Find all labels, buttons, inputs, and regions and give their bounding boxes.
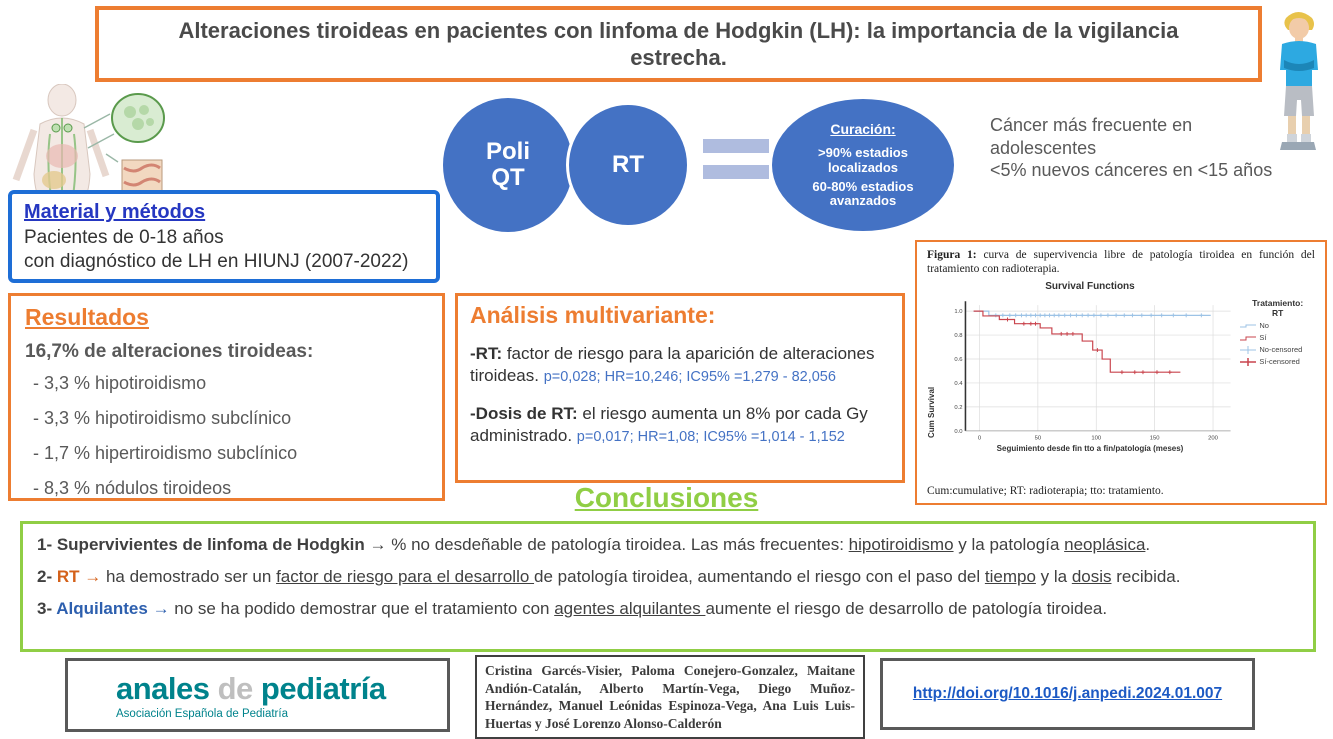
- cure-line-1: >90% estadios localizados: [818, 145, 908, 175]
- svg-text:100: 100: [1091, 435, 1102, 442]
- legend-label: No-censored: [1259, 345, 1303, 355]
- rt-dose-stats: p=0,017; HR=1,08; IC95% =1,014 - 1,152: [576, 429, 845, 446]
- results-summary: 16,7% de alteraciones tiroideas:: [25, 341, 314, 362]
- results-item: - 3,3 % hipotiroidismo subclínico: [33, 408, 292, 428]
- epidemiology-line-1: Cáncer más frecuente en adolescentes: [990, 115, 1193, 158]
- cure-heading: Curación:: [830, 121, 896, 138]
- rt-label: RT: [612, 151, 644, 178]
- conclusions-section: [20, 521, 1316, 652]
- poster-title-box: [95, 6, 1262, 82]
- svg-text:0.6: 0.6: [954, 356, 963, 363]
- rt-factor-label: -RT:: [470, 344, 503, 363]
- legend-item-si-censored: [1240, 357, 1315, 366]
- svg-text:0: 0: [977, 435, 982, 442]
- results-item: - 8,3 % nódulos tiroideos: [33, 478, 232, 498]
- authors-list: Cristina Garcés-Visier, Paloma Conejero-Gonzalez, Maitane Andión-Catalán, Alberto Martín-Vega, Diego Muñoz-Hernández, Manuel Leónidas Espinoza-Vega, Ana Luis Luis-Huertas y José Lorenzo Alonso-Calderón: [485, 663, 855, 731]
- chart-x-axis-label: Seguimiento desde fin tto a fin/patología (meses): [996, 443, 1184, 453]
- rt-dose-text: el riesgo aumenta un 8% por cada Gy administrado.: [470, 404, 868, 446]
- svg-text:0.0: 0.0: [954, 428, 963, 435]
- conclusion-item-2: 2- RT → ha demostrado ser un factor de riesgo para el desarrollo de patología tiroidea, aumentando el riesgo con el paso del tiempo y la dosis recibida.: [37, 567, 1181, 587]
- legend-label: Sí: [1259, 333, 1267, 343]
- multivariate-item-dose: [470, 403, 890, 447]
- line-sample-no-icon: [1240, 323, 1256, 329]
- legend-label: Sí-censored: [1259, 357, 1300, 367]
- svg-text:1.0: 1.0: [954, 308, 963, 315]
- rt-factor-text: factor de riesgo para la aparición de alteraciones tiroideas.: [470, 344, 875, 386]
- journal-logo-box: [65, 658, 450, 732]
- plus-sample-no-icon: [1240, 346, 1256, 354]
- survival-plot: [936, 292, 1240, 444]
- svg-text:0.4: 0.4: [954, 380, 963, 387]
- teen-boy-graphic: [1268, 8, 1328, 158]
- rt-circle: [566, 102, 690, 228]
- conclusion-item-3: 3- Alquilantes → no se ha podido demostrar que el tratamiento con agentes alquilantes aumente el riesgo de desarrollo de patología tiroidea.: [37, 599, 1108, 619]
- multivariate-heading: Análisis multivariante:: [470, 302, 716, 328]
- rt-dose-label: -Dosis de RT:: [470, 404, 578, 424]
- legend-item-no: [1240, 321, 1315, 330]
- legend-item-si: [1240, 333, 1315, 342]
- svg-text:0.8: 0.8: [954, 332, 963, 339]
- methods-section: [8, 190, 440, 283]
- poster-title: Alteraciones tiroideas en pacientes con linfoma de Hodgkin (LH): la importancia de la vigilancia estrecha.: [178, 17, 1179, 70]
- survival-chart: [927, 292, 1315, 444]
- journal-logo: [116, 671, 447, 707]
- authors-box: [475, 655, 865, 739]
- methods-line-1: Pacientes de 0-18 años: [24, 227, 224, 248]
- doi-box: [880, 658, 1255, 730]
- conclusion-item-1: 1- Supervivientes de linfoma de Hodgkin → % no desdeñable de patología tiroidea. Las más frecuentes: hipotiroidismo y la patología neoplásica.: [37, 535, 1151, 554]
- epidemiology-line-2: <5% nuevos cánceres en <15 años: [990, 160, 1273, 180]
- figure-1-panel: [915, 240, 1327, 505]
- doi-link[interactable]: http://doi.org/10.1016/j.anpedi.2024.01.007: [912, 685, 1223, 702]
- cure-line-2: 60-80% estadios avanzados: [812, 178, 914, 209]
- figure-caption: [927, 248, 1315, 277]
- poliqt-circle: [443, 98, 573, 232]
- figure-caption-text: curva de supervivencia libre de patología tiroidea en función del tratamiento con radioterapia.: [927, 249, 1315, 276]
- plus-sample-si-icon: [1240, 358, 1256, 366]
- journal-subtitle: Asociación Española de Pediatría: [116, 707, 288, 720]
- journal-name-part: de: [217, 670, 261, 706]
- chart-title: Survival Functions: [1045, 280, 1135, 292]
- conclusions-heading: Conclusiones: [574, 482, 759, 513]
- legend-title-line1: Tratamiento:: [1252, 297, 1304, 308]
- figure-caption-label: Figura 1:: [927, 249, 977, 261]
- conclusions-heading-row: [0, 482, 1333, 514]
- svg-text:50: 50: [1034, 435, 1042, 442]
- methods-heading: Material y métodos: [24, 201, 206, 223]
- equals-icon: [703, 139, 769, 153]
- poliqt-label-line2: QT: [491, 164, 525, 191]
- equals-icon: [703, 165, 769, 179]
- legend-label: No: [1259, 321, 1269, 331]
- journal-name-part: anales: [116, 670, 218, 706]
- cure-ellipse: [772, 99, 954, 231]
- results-section: [8, 293, 445, 501]
- chart-y-axis-label: Cum Survival: [927, 386, 936, 438]
- journal-name-part: pediatría: [260, 670, 386, 706]
- results-item: - 3,3 % hipotiroidismo: [33, 373, 207, 393]
- multivariate-section: [455, 293, 905, 483]
- svg-text:200: 200: [1208, 435, 1218, 442]
- poliqt-label-line1: Poli: [485, 137, 530, 165]
- chart-legend: [1240, 298, 1315, 366]
- figure-footnote: Cum:cumulative; RT: radioterapia; tto: tratamiento.: [927, 485, 1164, 497]
- svg-text:0.2: 0.2: [954, 404, 963, 411]
- results-heading: Resultados: [25, 304, 149, 330]
- methods-line-2: con diagnóstico de LH en HIUNJ (2007-2022): [24, 250, 409, 272]
- rt-factor-stats: p=0,028; HR=10,246; IC95% =1,279 - 82,056: [543, 369, 836, 386]
- epidemiology-note: [990, 114, 1290, 182]
- legend-title-line2: RT: [1272, 307, 1284, 318]
- teen-boy-illustration: [1268, 8, 1328, 158]
- results-item: - 1,7 % hipertiroidismo subclínico: [33, 443, 298, 463]
- multivariate-item-rt: [470, 343, 890, 387]
- legend-item-no-censored: [1240, 345, 1315, 354]
- svg-text:150: 150: [1149, 435, 1160, 442]
- line-sample-si-icon: [1240, 335, 1256, 341]
